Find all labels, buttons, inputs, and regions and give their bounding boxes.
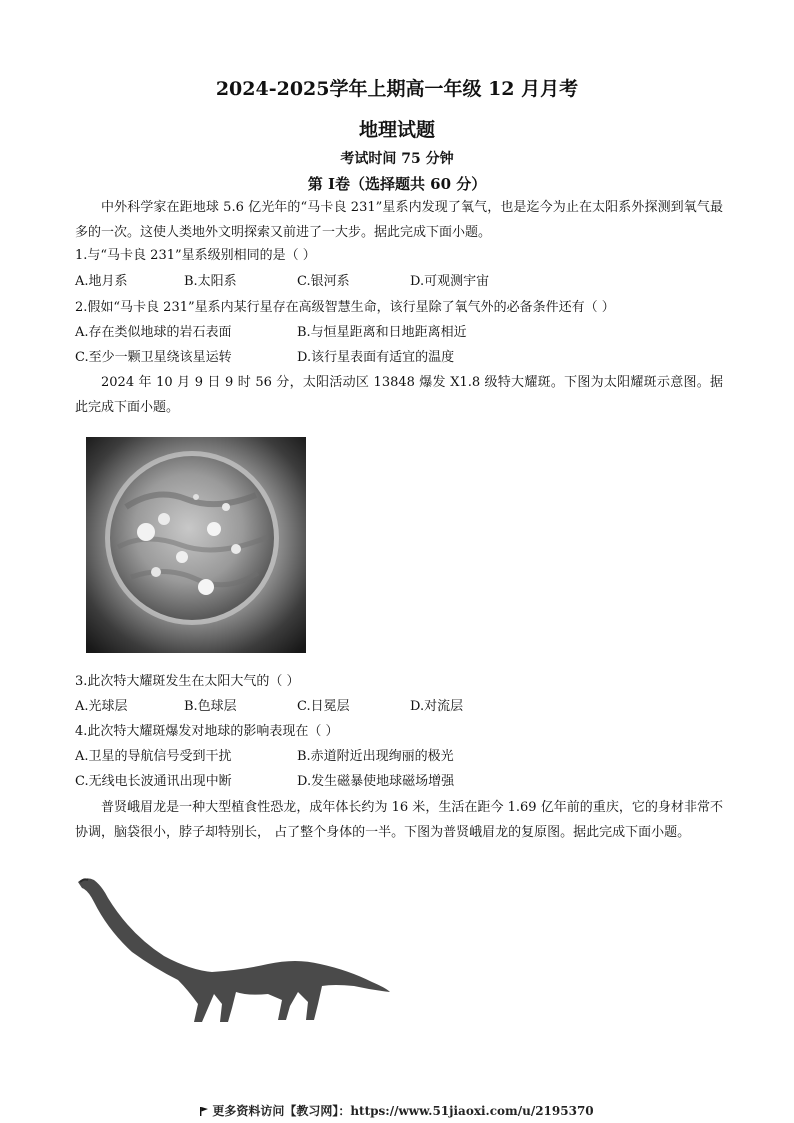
footer-link[interactable] [0, 1102, 794, 1119]
flag-icon [200, 1105, 208, 1114]
q2-option-b: B.与恒星距离和日地距离相近 [297, 325, 467, 340]
q2-option-a: A.存在类似地球的岩石表面 [75, 325, 232, 340]
section-heading: 第 Ⅰ卷（选择题共 60 分） [307, 175, 487, 193]
q4-option-b: B.赤道附近出现绚丽的极光 [297, 749, 454, 764]
q1-option-b: B.太阳系 [184, 274, 237, 289]
exam-time: 考试时间 75 分钟 [340, 151, 454, 167]
question-1-stem: 1.与“马卡良 231”星系级别相同的是（ ） [75, 248, 316, 263]
passage-1: 中外科学家在距地球 5.6 亿光年的“马卡良 231”星系内发现了氧气，也是迄今为止在太阳系外探测到氧气最多的一次。这使人类地外文明探索又前进了一大步。据此完成下面小题。 [75, 200, 723, 240]
q3-option-a: A.光球层 [75, 699, 128, 714]
q3-option-b: B.色球层 [184, 699, 237, 714]
solar-flare-image [86, 437, 306, 653]
q1-option-d: D.可观测宇宙 [410, 274, 490, 289]
question-3-stem: 3.此次特大耀斑发生在太阳大气的（ ） [75, 674, 300, 689]
q4-option-d: D.发生磁暴使地球磁场增强 [297, 774, 455, 789]
footer-text: 更多资料访问【教习网】：https://www.51jiaoxi.com/u/2195370 [212, 1104, 594, 1118]
exam-title: 2024-2025学年上期高一年级 12 月月考 [215, 78, 579, 100]
q1-option-a: A.地月系 [75, 274, 128, 289]
passage-3: 普贤峨眉龙是一种大型植食性恐龙，成年体长约为 16 米，生活在距今 1.69 亿年前的重庆，它的身材非常不协调，脑袋很小，脖子却特别长， 占了整个身体的一半。下图为普贤峨眉龙的复原图。据此完成下面小题。 [75, 800, 723, 840]
q2-option-d: D.该行星表面有适宜的温度 [297, 350, 455, 365]
q3-option-c: C.日冕层 [297, 699, 350, 714]
q2-option-c: C.至少一颗卫星绕该星运转 [75, 350, 232, 365]
q4-option-a: A.卫星的导航信号受到干扰 [75, 749, 232, 764]
q1-option-c: C.银河系 [297, 274, 350, 289]
q3-option-d: D.对流层 [410, 699, 464, 714]
q4-option-c: C.无线电长波通讯出现中断 [75, 774, 232, 789]
passage-2: 2024 年 10 月 9 日 9 时 56 分，太阳活动区 13848 爆发 X1.8 级特大耀斑。下图为太阳耀斑示意图。据此完成下面小题。 [75, 375, 723, 415]
question-4-stem: 4.此次特大耀斑爆发对地球的影响表现在（ ） [75, 724, 339, 739]
subject-title: 地理试题 [358, 119, 435, 141]
dinosaur-reconstruction-image [72, 872, 392, 1024]
question-2-stem: 2.假如“马卡良 231”星系内某行星存在高级智慧生命，该行星除了氧气外的必备条件还有（ ） [75, 300, 615, 315]
